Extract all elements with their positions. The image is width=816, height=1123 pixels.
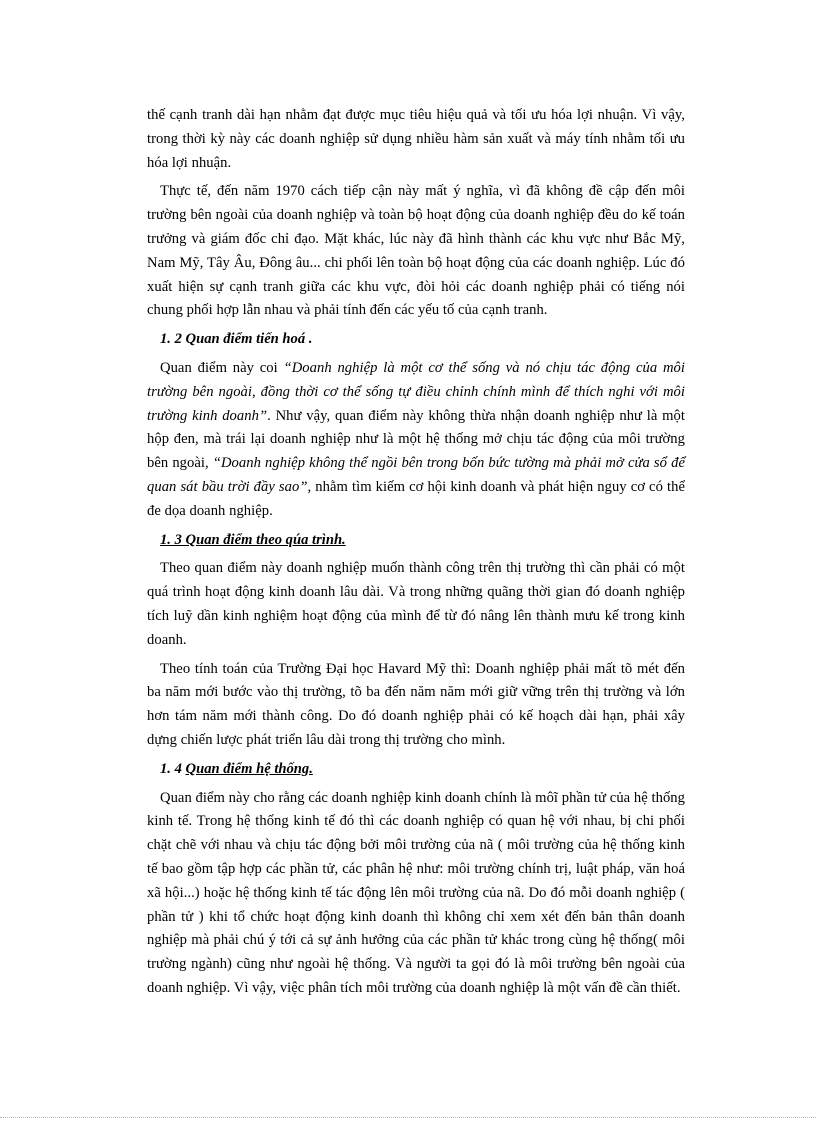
heading-1-3-text: 1. 3 Quan điểm theo qúa trình. [160, 531, 346, 548]
heading-1-4-system [147, 758, 685, 782]
paragraph-evolution-view [147, 357, 685, 524]
page-bottom-divider [0, 1117, 816, 1118]
heading-1-3-process [147, 529, 685, 553]
paragraph-havard-estimate: Theo tính toán của Trường Đại học Havard Mỹ thì: Doanh nghiệp phải mất tõ mét đến ba năm mới bước vào thị trường, tõ ba đến năm năm mới giữ vững trên thị trường và lớn hơn tám năm mới thành công. Do đó doanh nghiệp phải có kế hoạch dài hạn, phải xây dựng chiến lược phát triển lâu dài trong thị trường cho mình. [147, 660, 685, 748]
paragraph-system-view: Quan điểm này cho rằng các doanh nghiệp kinh doanh chính là môĩ phần tử của hệ thống kinh tế. Trong hệ thống kinh tế đó thì các doanh nghiệp có quan hệ với nhau, bị chi phối chặt chẽ với nhau và chịu tác động bởi môi trường của nã ( môi trường của hệ thống kinh tế bao gồm tập hợp các phần tử, các phân hệ như: môi trường chính trị, luật pháp, văn hoá xã hội...) hoặc hệ thống kinh tế tác động lên môi trường của nã. Do đó mỗi doanh nghiệp ( phần tử ) khi tổ chức hoạt động kinh doanh thì không chỉ xem xét đến bản thân doanh nghiệp mà phải chú ý tới cả sự ảnh hưởng của các phần tử khác trong cùng hệ thống( môi trường ngành) cũng như ngoài hệ thống. Và người ta gọi đó là môi trường bên ngoài của doanh nghiệp. Vì vậy, việc phân tích môi trường của doanh nghiệp là một vấn đề cần thiết. [147, 789, 685, 996]
evolution-quote-window: “Doanh nghiệp không thể ngồi bên trong bốn bức tường mà phải mở cửa sổ để quan sát bầu trời đầy sao” [147, 455, 685, 495]
heading-1-2-evolution: 1. 2 Quan điểm tiến hoá . [160, 331, 313, 348]
evolution-text-b: . Như vậy, quan điểm này không thừa nhận doanh nghiệp như là một hộp đen, mà trái lại doanh nghiệp như là một hệ thống mở chịu tác động của môi trường bên ngoài, [147, 407, 685, 472]
paragraph-1970-approach: Thực tế, đến năm 1970 cách tiếp cận này mất ý nghĩa, vì đã không đề cập đến môi trường bên ngoài của doanh nghiệp và toàn bộ hoạt động của doanh nghiệp đều do kế toán trưởng và giám đốc chỉ đạo. Mặt khác, lúc này đã hình thành các khu vực như Bắc Mỹ, Nam Mỹ, Tây Âu, Đông âu... chi phối lên toàn bộ hoạt động của các doanh nghiệp. Lúc đó xuất hiện sự cạnh tranh giữa các khu vực, đòi hỏi các doanh nghiệp phải có tiếng nói chung phối hợp lẫn nhau và phải tính đến các yếu tố của cạnh tranh. [147, 183, 685, 319]
evolution-quote-living-body: “Doanh nghiệp là một cơ thể sống và nó chịu tác động của môi trường bên ngoài, đồng thời cơ thể sống tự điều chỉnh chính mình để thích nghi với môi trường kinh doanh” [147, 359, 686, 424]
paragraph-process-view: Theo quan điểm này doanh nghiệp muốn thành công trên thị trường thì cần phải có một quá trình hoạt động kinh doanh lâu dài. Và trong những quãng thời gian đó doanh nghiệp tích luỹ dần kinh nghiệm hoạt động của mình để từ đó nâng lên thành mưu kế trong kinh doanh. [147, 560, 685, 648]
evolution-text-a: Quan điểm này coi [160, 359, 284, 376]
page-content [147, 104, 685, 1001]
heading-1-4-number: 1. 4 [160, 760, 186, 777]
paragraph-continuation: thế cạnh tranh dài hạn nhằm đạt được mục tiêu hiệu quả và tối ưu hóa lợi nhuận. Vì vậy, trong thời kỳ này các doanh nghiệp sử dụng nhiều hàm sản xuất và máy tính nhằm tối ưu hóa lợi nhuận. [147, 107, 685, 171]
heading-1-4-title: Quan điểm hệ thống. [185, 760, 313, 777]
evolution-text-c: , nhằm tìm kiếm cơ hội kinh doanh và phát hiện nguy cơ có thể đe dọa doanh nghiệp. [147, 478, 685, 519]
